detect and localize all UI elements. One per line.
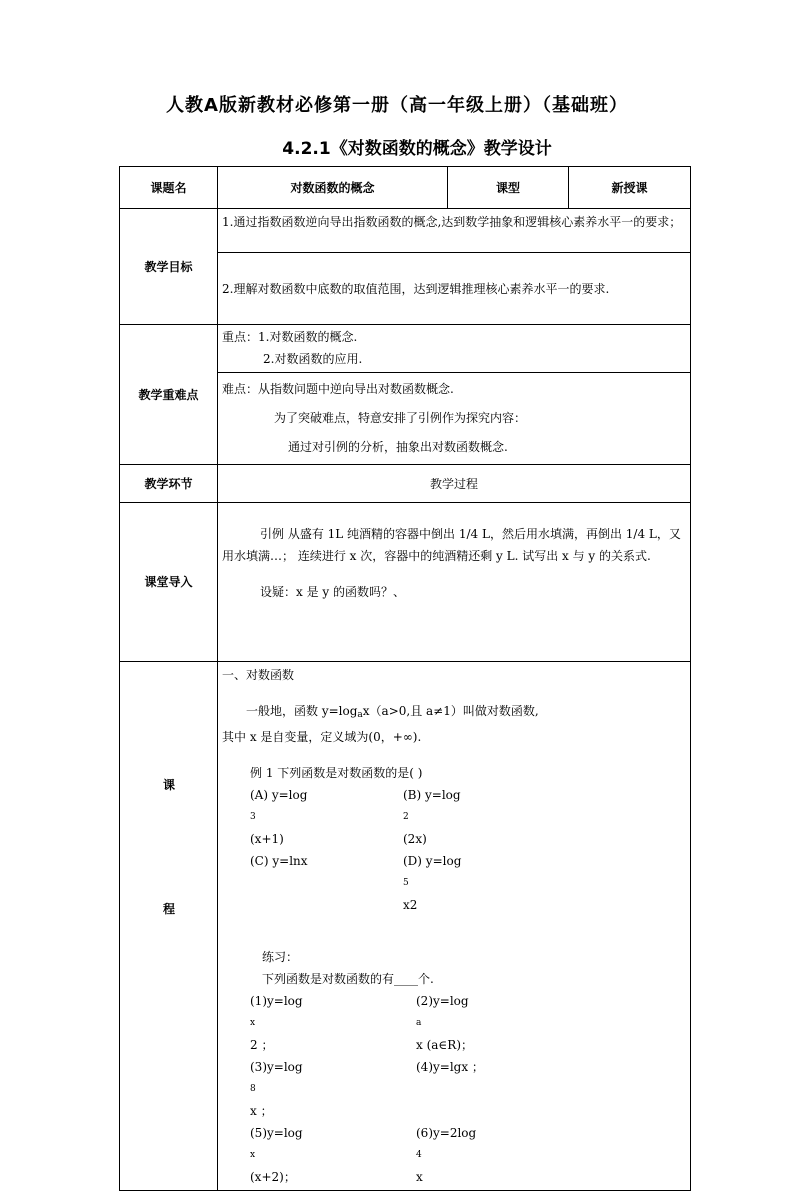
difficulty-note-2: 通过对引例的分析，抽象出对数函数概念.: [288, 440, 508, 454]
practice-heading: 练习：: [262, 950, 299, 964]
keypoints-row-1: [120, 325, 691, 373]
topic-value: 对数函数的概念: [218, 167, 448, 209]
difficulty: 难点：从指数问题中逆向导出对数函数概念.: [222, 382, 454, 396]
objective-2: 2.理解对数函数中底数的取值范围，达到逻辑推理核心素养水平一的要求.: [222, 281, 610, 296]
practice-3: (3)y=log 8 x ；: [250, 1060, 303, 1118]
practice-5: (5)y=log x (x+2)；: [250, 1126, 303, 1184]
keypoints-label: 教学重难点: [120, 325, 218, 465]
option-a: (A) y=log 3 (x+1): [250, 788, 308, 846]
options-row-1: [222, 784, 686, 850]
option-d: (D) y=log 5 x2: [403, 854, 462, 912]
section-label: 教学环节: [120, 465, 218, 503]
intro-question: 设疑：x 是 y 的函数吗？、: [260, 585, 405, 599]
focus-2: 2.对数函数的应用.: [263, 352, 363, 366]
practice-row-1: [222, 990, 686, 1056]
practice-4: (4)y=lgx ；: [416, 1060, 484, 1074]
process-heading: 一、对数函数: [222, 668, 295, 682]
options-row-2: [222, 850, 686, 916]
definition-line-1: 一般地，函数 $y=\log_ax(a>0$,且 a≠1）叫做对数函数,: [246, 704, 539, 720]
practice-row-3: [222, 1122, 686, 1188]
header-row: [120, 167, 691, 209]
intro-row: [120, 503, 691, 662]
practice-2: (2)y=log a x (a∈R)；: [416, 994, 474, 1052]
practice-1: (1)y=log x 2 ；: [250, 994, 303, 1052]
practice-question: 下列函数是对数函数的有____个.: [262, 972, 434, 986]
focus-1: 重点：1.对数函数的概念.: [222, 330, 358, 344]
definition-line-2: 其中 x 是自变量，定义域为(0，+∞).: [222, 730, 422, 744]
objective-1: 1.通过指数函数逆向导出指数函数的概念,达到数学抽象和逻辑核心素养水平一的要求；: [222, 215, 682, 229]
process-row: [120, 662, 691, 1191]
section-row: [120, 465, 691, 503]
objectives-label: 教学目标: [120, 209, 218, 325]
process-label-2: 程: [162, 902, 175, 916]
type-label: 课型: [448, 167, 569, 209]
difficulty-note-1: 为了突破难点，特意安排了引例作为探究内容：: [274, 411, 527, 425]
type-value: 新授课: [569, 167, 691, 209]
example-1: 例 1 下列函数是对数函数的是( ): [250, 766, 423, 780]
document-title: 人教A版新教材必修第一册（高一年级上册）（基础班）: [166, 95, 628, 116]
lesson-plan-table: [119, 166, 691, 1191]
section-value: 教学过程: [218, 465, 691, 503]
process-label-1: 课: [162, 778, 175, 792]
intro-paragraph: 引例 从盛有 1L 纯酒精的容器中倒出 1/4 L，然后用水填满，再倒出 1/4 L，又用水填满…； 连续进行 x 次，容器中的纯酒精还剩 y L. 试写出 x 与 y 的关系式.: [222, 527, 681, 563]
practice-row-2: [222, 1056, 686, 1122]
document-subtitle: 4.2.1《对数函数的概念》教学设计: [282, 139, 552, 159]
objectives-row-1: [120, 209, 691, 253]
practice-6: (6)y=2log 4 x: [416, 1126, 477, 1184]
option-c: (C) y=lnx: [250, 854, 308, 868]
topic-label: 课题名: [120, 167, 218, 209]
option-b: (B) y=log 2 (2x): [403, 788, 461, 846]
intro-label: 课堂导入: [120, 503, 218, 662]
